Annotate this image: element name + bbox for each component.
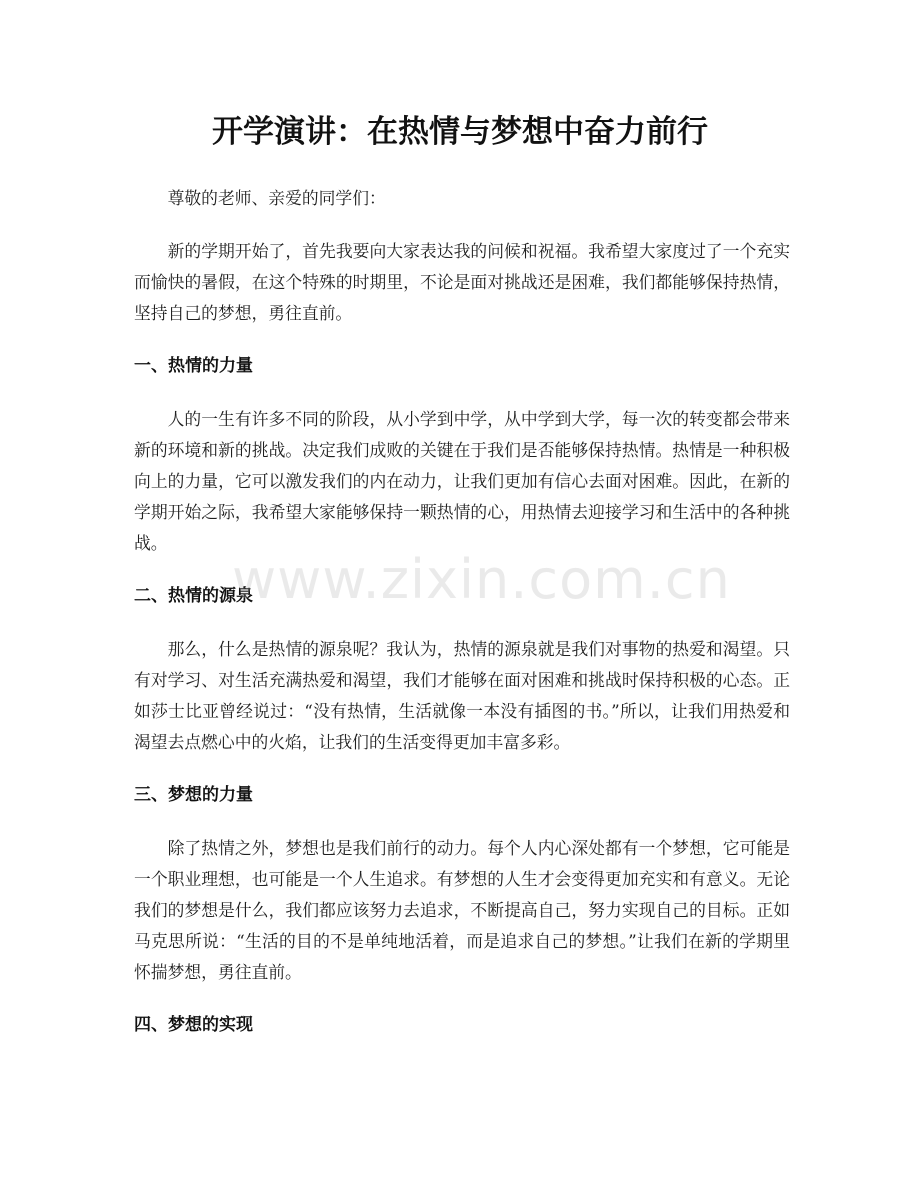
section-body-3: 除了热情之外，梦想也是我们前行的动力。每个人内心深处都有一个梦想，它可能是一个职业理想，也可能是一个人生追求。有梦想的人生才会变得更加充实和有意义。无论我们的梦想是什么，我们都应该努力去追求，不断提高自己，努力实现自己的目标。正如马克思所说：“生活的目的不是单纯地活着，而是追求自己的梦想。”让我们在新的学期里怀揣梦想，勇往直前。 [134,838,790,982]
section-heading-1: 一、热情的力量 [134,356,253,376]
section-body-1: 人的一生有许多不同的阶段，从小学到中学，从中学到大学，每一次的转变都会带来新的环境和新的挑战。决定我们成败的关键在于我们是否能够保持热情。热情是一种积极向上的力量，它可以激发我们的内在动力，让我们更加有信心去面对困难。因此，在新的学期开始之际，我希望大家能够保持一颗热情的心，用热情去迎接学习和生活中的各种挑战。 [134,409,790,553]
intro-paragraph: 新的学期开始了，首先我要向大家表达我的问候和祝福。我希望大家度过了一个充实而愉快的暑假，在这个特殊的时期里，不论是面对挑战还是困难，我们都能够保持热情，坚持自己的梦想，勇往直前。 [134,241,790,323]
document-body [134,183,790,1063]
page-title: 开学演讲：在热情与梦想中奋力前行 [212,114,708,150]
section-heading-2: 二、热情的源泉 [134,586,253,606]
section-heading-3: 三、梦想的力量 [134,785,253,805]
section-heading-4: 四、梦想的实现 [134,1015,253,1035]
section-body-2: 那么，什么是热情的源泉呢？我认为，热情的源泉就是我们对事物的热爱和渴望。只有对学习、对生活充满热爱和渴望，我们才能够在面对困难和挑战时保持积极的心态。正如莎士比亚曾经说过：“没有热情，生活就像一本没有插图的书。”所以，让我们用热爱和渴望去点燃心中的火焰，让我们的生活变得更加丰富多彩。 [134,639,790,752]
watermark: www.zixin.com.cn [232,548,731,611]
greeting: 尊敬的老师、亲爱的同学们： [167,188,386,208]
